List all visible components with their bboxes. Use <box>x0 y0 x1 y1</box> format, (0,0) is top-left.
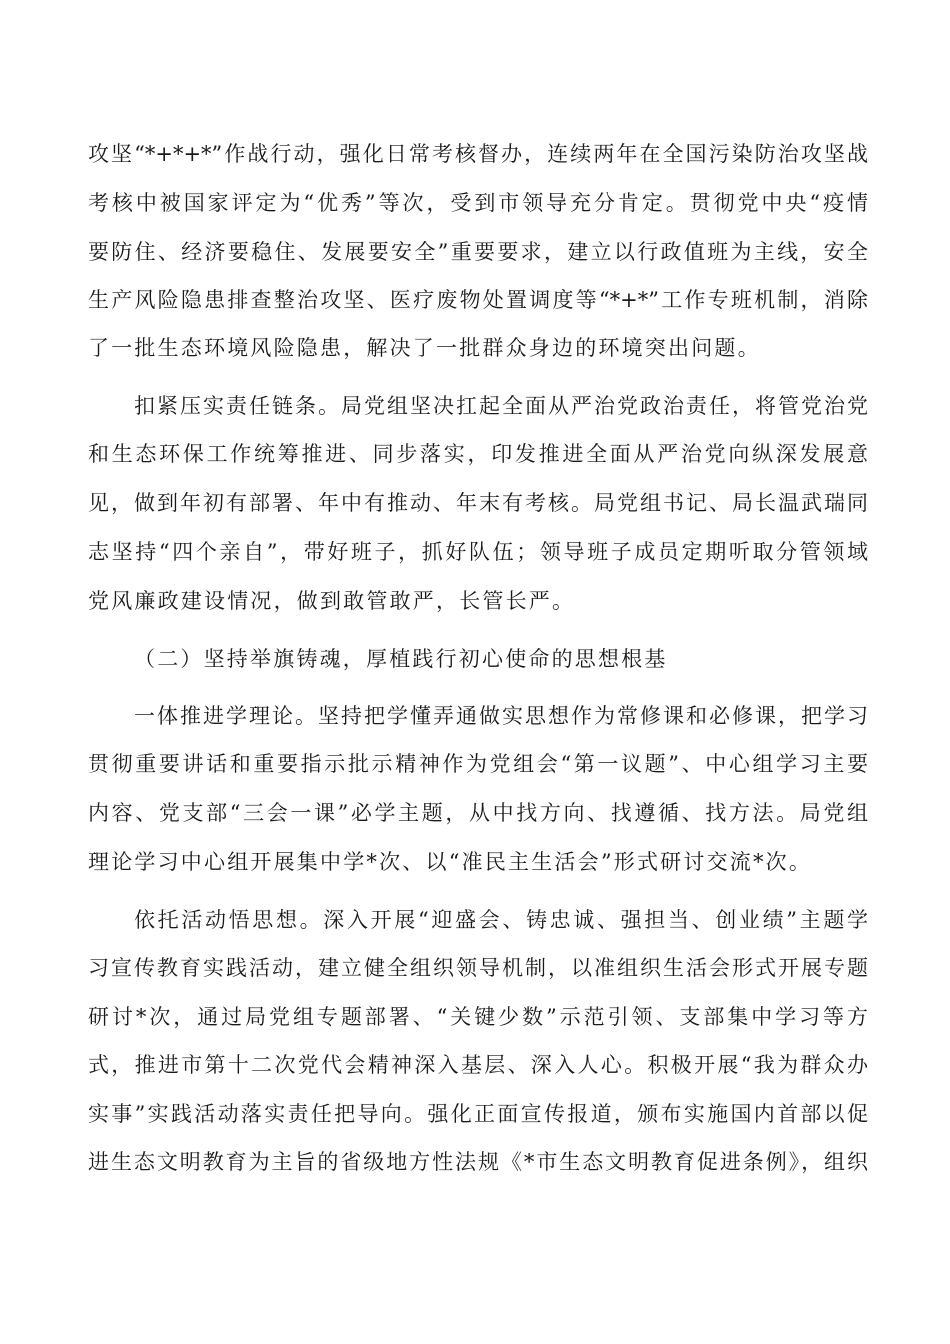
text-line: 贯彻重要讲话和重要指示批示精神作为党组会“第一议题”、中心组学习主要 <box>88 752 868 776</box>
section-heading: （二）坚持举旗铸魂，厚植践行初心使命的思想根基 <box>134 647 668 671</box>
text-line: 式，推进市第十二次党代会精神深入基层、深入人心。积极开展“我为群众办 <box>88 1053 868 1077</box>
text-line: 习宣传教育实践活动，建立健全组织领导机制，以准组织生活会形式开展专题 <box>88 956 868 980</box>
text-line: 攻坚“*+*+*”作战行动，强化日常考核督办，连续两年在全国污染防治攻坚战 <box>88 142 868 166</box>
text-line: 和生态环保工作统筹推进、同步落实，印发推进全面从严治党向纵深发展意 <box>88 442 868 466</box>
text-line: 要防住、经济要稳住、发展要安全”重要要求，建立以行政值班为主线，安全 <box>88 240 868 264</box>
text-line: 依托活动悟思想。深入开展“迎盛会、铸忠诚、强担当、创业绩”主题学 <box>134 908 868 932</box>
text-line: 志坚持“四个亲自”，带好班子，抓好队伍；领导班子成员定期听取分管领域 <box>88 540 868 564</box>
text-line: 进生态文明教育为主旨的省级地方性法规《*市生态文明教育促进条例》，组织 <box>88 1150 868 1174</box>
text-line: 实事”实践活动落实责任把导向。强化正面宣传报道，颁布实施国内首部以促 <box>88 1102 868 1126</box>
text-line: 一体推进学理论。坚持把学懂弄通做实思想作为常修课和必修课，把学习 <box>134 704 868 728</box>
text-line: 见，做到年初有部署、年中有推动、年末有考核。局党组书记、局长温武瑞同 <box>88 491 868 515</box>
text-line: 生产风险隐患排查整治攻坚、医疗废物处置调度等“*+*”工作专班机制，消除 <box>88 288 868 312</box>
text-line: 理论学习中心组开展集中学*次、以“准民主生活会”形式研讨交流*次。 <box>88 850 813 874</box>
text-line: 研讨*次，通过局党组专题部署、“关键少数”示范引领、支部集中学习等方 <box>88 1005 868 1029</box>
text-line: 扣紧压实责任链条。局党组坚决扛起全面从严治党政治责任，将管党治党 <box>134 394 868 418</box>
text-line: 党风廉政建设情况，做到敢管敢严，长管长严。 <box>88 589 576 613</box>
text-line: 考核中被国家评定为“优秀”等次，受到市领导充分肯定。贯彻党中央“疫情 <box>88 191 868 215</box>
text-line: 内容、党支部“三会一课”必学主题，从中找方向、找遵循、找方法。局党组 <box>88 801 868 825</box>
text-line: 了一批生态环境风险隐患，解决了一批群众身边的环境突出问题。 <box>88 336 761 360</box>
